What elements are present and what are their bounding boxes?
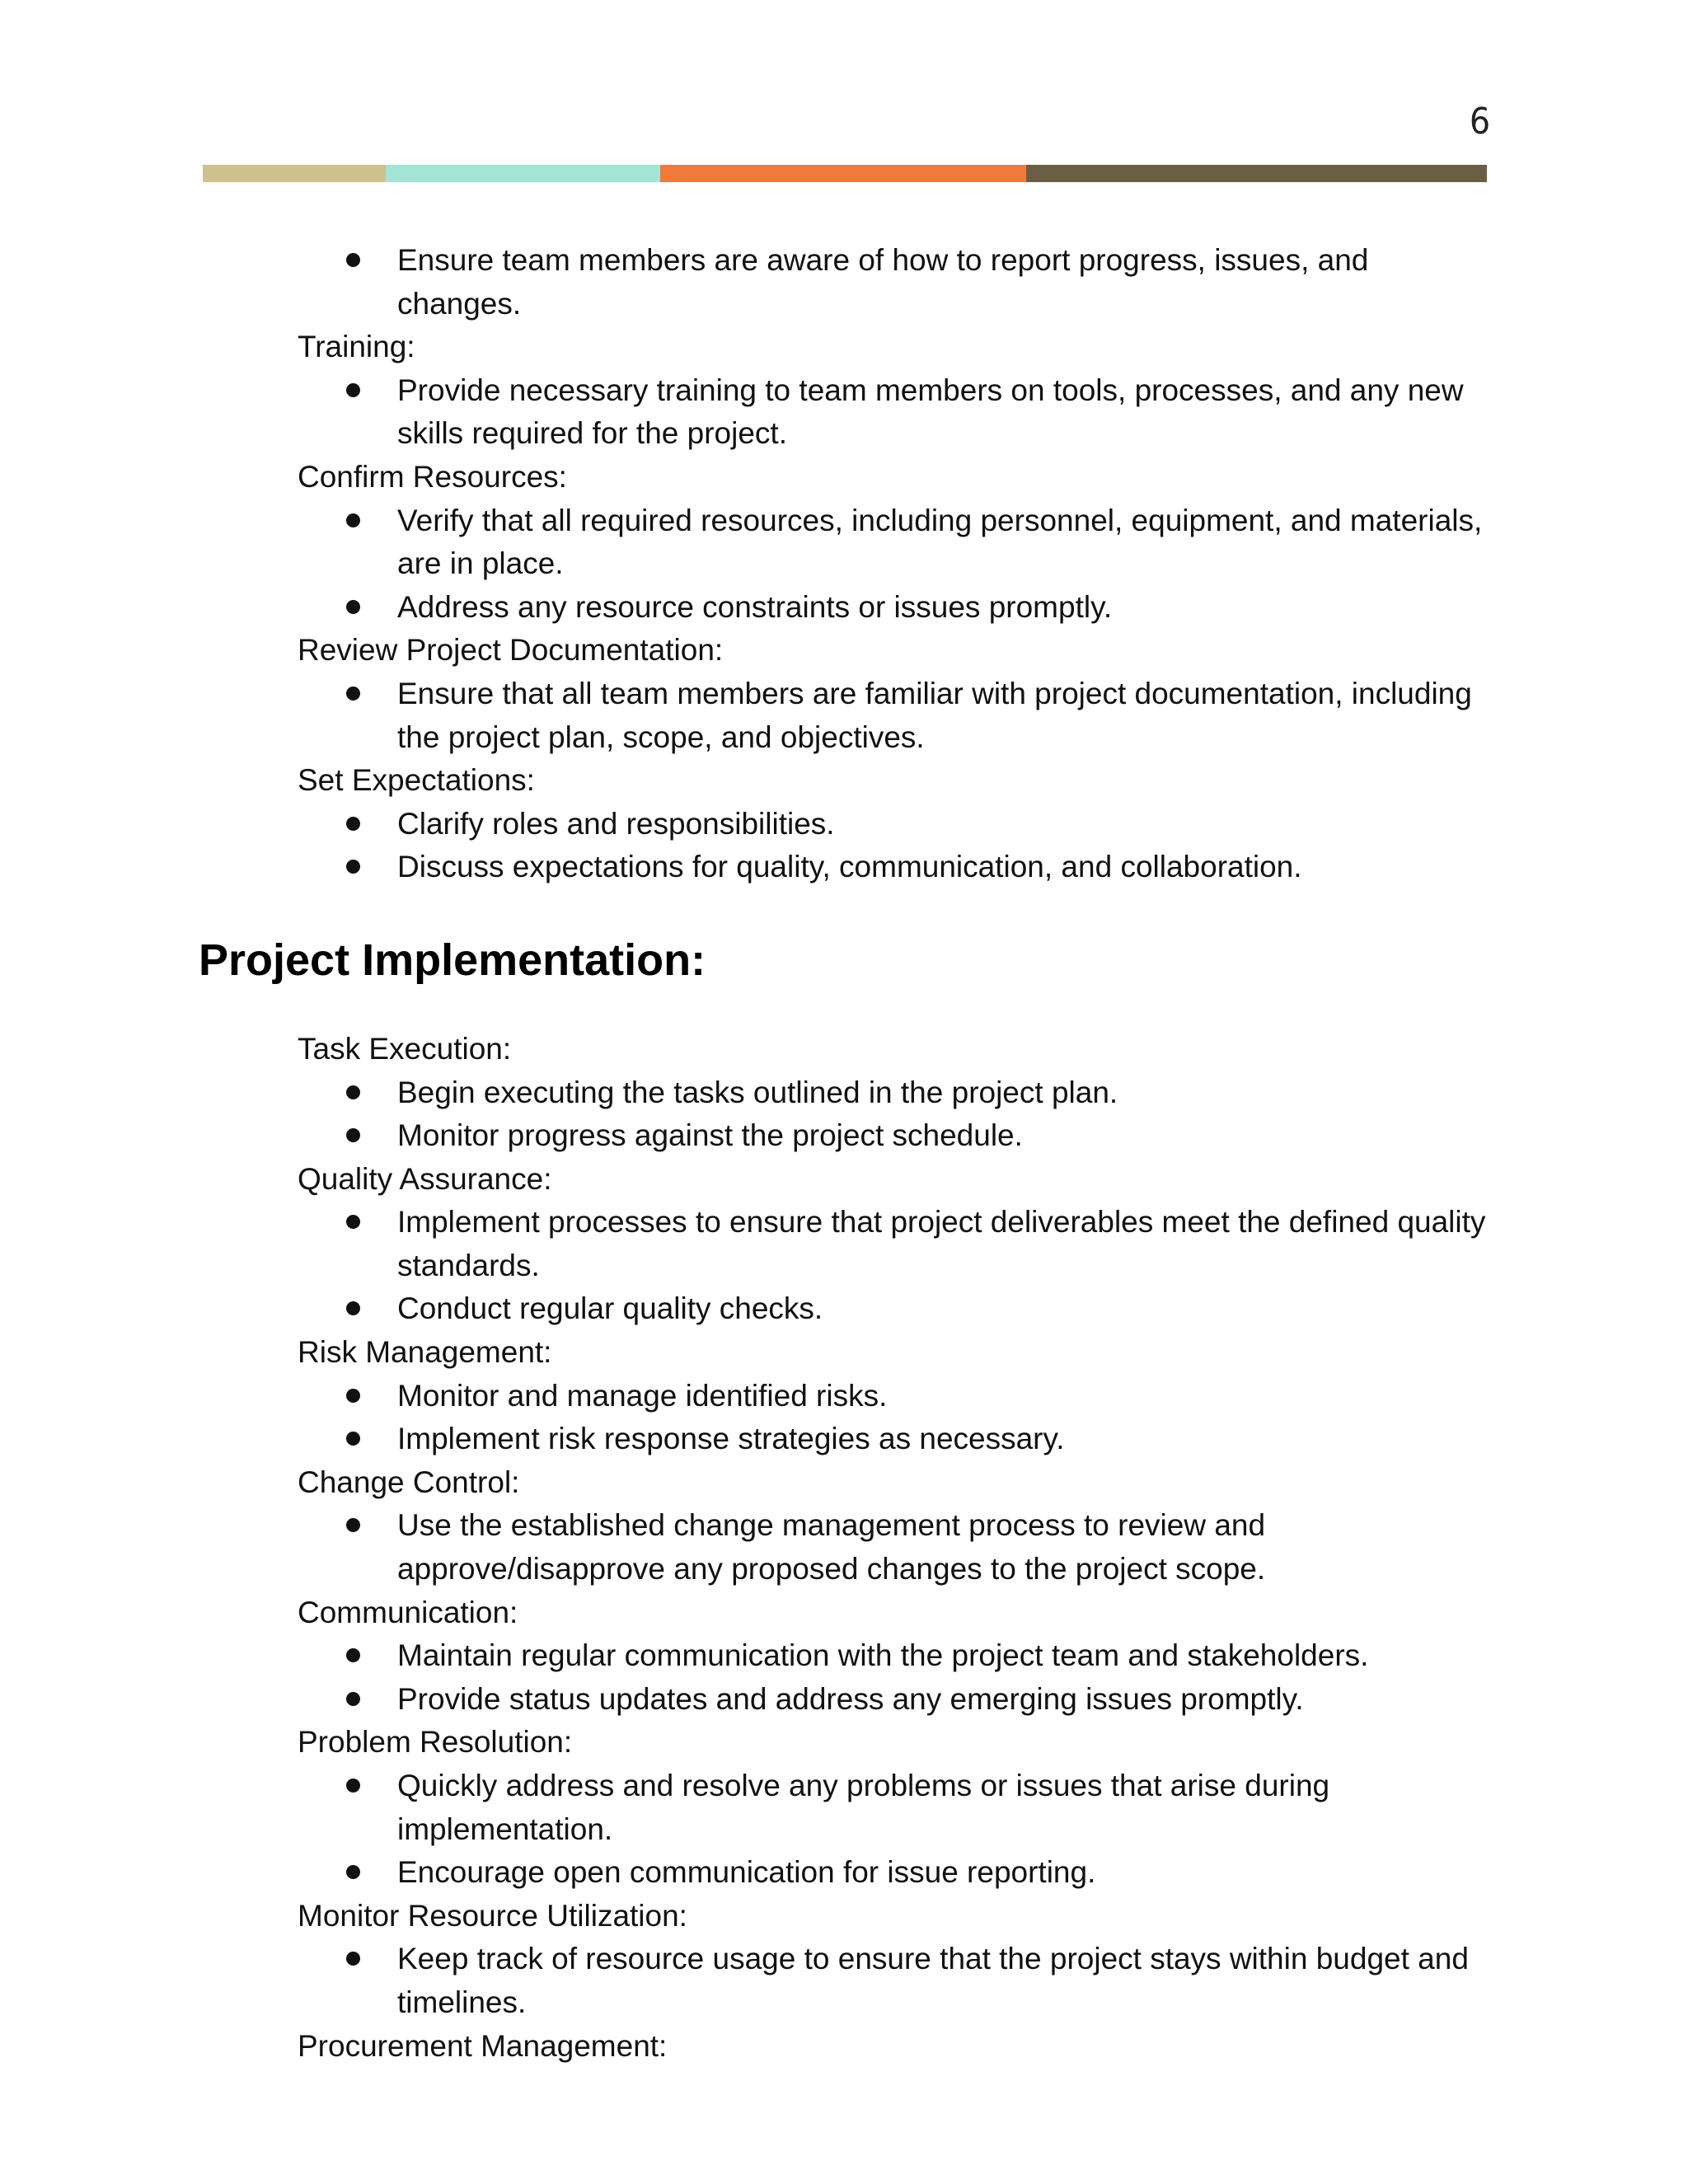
bullet-list	[0, 1375, 1688, 1461]
bullet-text: Provide necessary training to team members on tools, processes, and any new skills required for the project.	[397, 373, 1464, 451]
bullet-dot-icon	[346, 1128, 360, 1142]
bullet-text: Keep track of resource usage to ensure that the project stays within budget and timelines.	[397, 1942, 1469, 2019]
bullet-list	[0, 369, 1688, 456]
bullet-dot-icon	[346, 513, 360, 527]
bullet-item	[0, 369, 1493, 456]
bullet-text: Verify that all required resources, including personnel, equipment, and materials, are in place.	[397, 503, 1483, 581]
bullet-text: Quickly address and resolve any problems or issues that arise during implementation.	[397, 1769, 1330, 1846]
bullet-dot-icon	[346, 1692, 360, 1706]
bullet-text: Begin executing the tasks outlined in the project plan.	[397, 1075, 1118, 1109]
bullet-text: Ensure that all team members are familiar with project documentation, including the project plan, scope, and objectives.	[397, 676, 1472, 754]
bullet-item	[0, 1504, 1493, 1591]
subsection-heading: Monitor Resource Utilization:	[298, 1898, 687, 1933]
subsection-heading: Set Expectations:	[298, 763, 535, 798]
bullet-item	[0, 1938, 1493, 2024]
bullet-dot-icon	[346, 1301, 360, 1315]
subsection-heading: Procurement Management:	[298, 2028, 668, 2063]
bullet-dot-icon	[346, 1779, 360, 1793]
bullet-item	[0, 1114, 1493, 1158]
bullet-text: Ensure team members are aware of how to report progress, issues, and changes.	[397, 243, 1369, 321]
section-title: Project Implementation:	[199, 935, 706, 985]
bullet-dot-icon	[346, 600, 360, 614]
bullet-text: Discuss expectations for quality, communication, and collaboration.	[397, 850, 1302, 884]
bullet-dot-icon	[346, 1865, 360, 1879]
bullet-text: Provide status updates and address any emerging issues promptly.	[397, 1681, 1304, 1716]
header-color-bar	[203, 165, 1487, 182]
color-bar-segment-aqua	[386, 165, 660, 182]
implementation-block	[0, 1028, 1688, 2068]
document-body	[0, 239, 1688, 2068]
bullet-text: Address any resource constraints or issues promptly.	[397, 589, 1113, 624]
bullet-item	[0, 499, 1493, 586]
intro-block	[0, 239, 1688, 889]
bullet-list	[0, 1938, 1688, 2024]
bullet-item	[0, 586, 1493, 630]
bullet-dot-icon	[346, 253, 360, 267]
page-number: 6	[1469, 101, 1490, 143]
bullet-dot-icon	[346, 1085, 360, 1099]
subsection-heading: Confirm Resources:	[298, 459, 567, 494]
bullet-dot-icon	[346, 860, 360, 874]
bullet-text: Monitor and manage identified risks.	[397, 1378, 888, 1413]
bullet-item	[0, 803, 1493, 846]
subsection-heading: Change Control:	[298, 1465, 520, 1499]
bullet-text: Conduct regular quality checks.	[397, 1291, 823, 1326]
bullet-list	[0, 1201, 1688, 1331]
bullet-item	[0, 1678, 1493, 1722]
bullet-text: Encourage open communication for issue reporting.	[397, 1855, 1096, 1890]
bullet-dot-icon	[346, 687, 360, 701]
subsection-heading: Training:	[298, 330, 415, 364]
bullet-text: Clarify roles and responsibilities.	[397, 806, 835, 841]
subsection-heading: Quality Assurance:	[298, 1161, 552, 1196]
bullet-dot-icon	[346, 1432, 360, 1446]
bullet-item	[0, 846, 1493, 889]
subsection-heading: Problem Resolution:	[298, 1725, 573, 1760]
bullet-dot-icon	[346, 1952, 360, 1966]
bullet-item	[0, 1201, 1493, 1287]
bullet-item	[0, 1634, 1493, 1678]
subsection-heading: Risk Management:	[298, 1335, 552, 1370]
bullet-list	[0, 673, 1688, 759]
bullet-list	[0, 499, 1688, 630]
bullet-list	[0, 1071, 1688, 1158]
bullet-dot-icon	[346, 1518, 360, 1532]
color-bar-segment-orange	[660, 165, 1026, 182]
bullet-dot-icon	[346, 1215, 360, 1229]
bullet-text: Implement processes to ensure that project deliverables meet the defined quality standards.	[397, 1205, 1486, 1282]
bullet-dot-icon	[346, 383, 360, 397]
subsection-heading: Communication:	[298, 1595, 518, 1629]
bullet-item	[0, 1765, 1493, 1851]
bullet-dot-icon	[346, 1389, 360, 1403]
bullet-text: Use the established change management process to review and approve/disapprove any proposed changes to the project scope.	[397, 1508, 1266, 1586]
bullet-text: Monitor progress against the project schedule.	[397, 1118, 1023, 1153]
bullet-text: Implement risk response strategies as necessary.	[397, 1422, 1065, 1456]
subsection-heading: Review Project Documentation:	[298, 633, 724, 668]
bullet-item	[0, 239, 1493, 326]
bullet-item	[0, 1287, 1493, 1331]
bullet-list	[0, 1634, 1688, 1721]
bullet-item	[0, 1071, 1493, 1115]
bullet-list	[0, 239, 1688, 326]
color-bar-segment-tan	[203, 165, 386, 182]
bullet-list	[0, 803, 1688, 889]
bullet-list	[0, 1504, 1688, 1591]
subsection-heading: Task Execution:	[298, 1031, 512, 1066]
bullet-item	[0, 1851, 1493, 1895]
bullet-item	[0, 1375, 1493, 1418]
bullet-list	[0, 1765, 1688, 1895]
bullet-dot-icon	[346, 1648, 360, 1662]
bullet-dot-icon	[346, 817, 360, 831]
bullet-item	[0, 673, 1493, 759]
color-bar-segment-brown	[1026, 165, 1487, 182]
bullet-item	[0, 1418, 1493, 1461]
bullet-text: Maintain regular communication with the project team and stakeholders.	[397, 1638, 1369, 1673]
